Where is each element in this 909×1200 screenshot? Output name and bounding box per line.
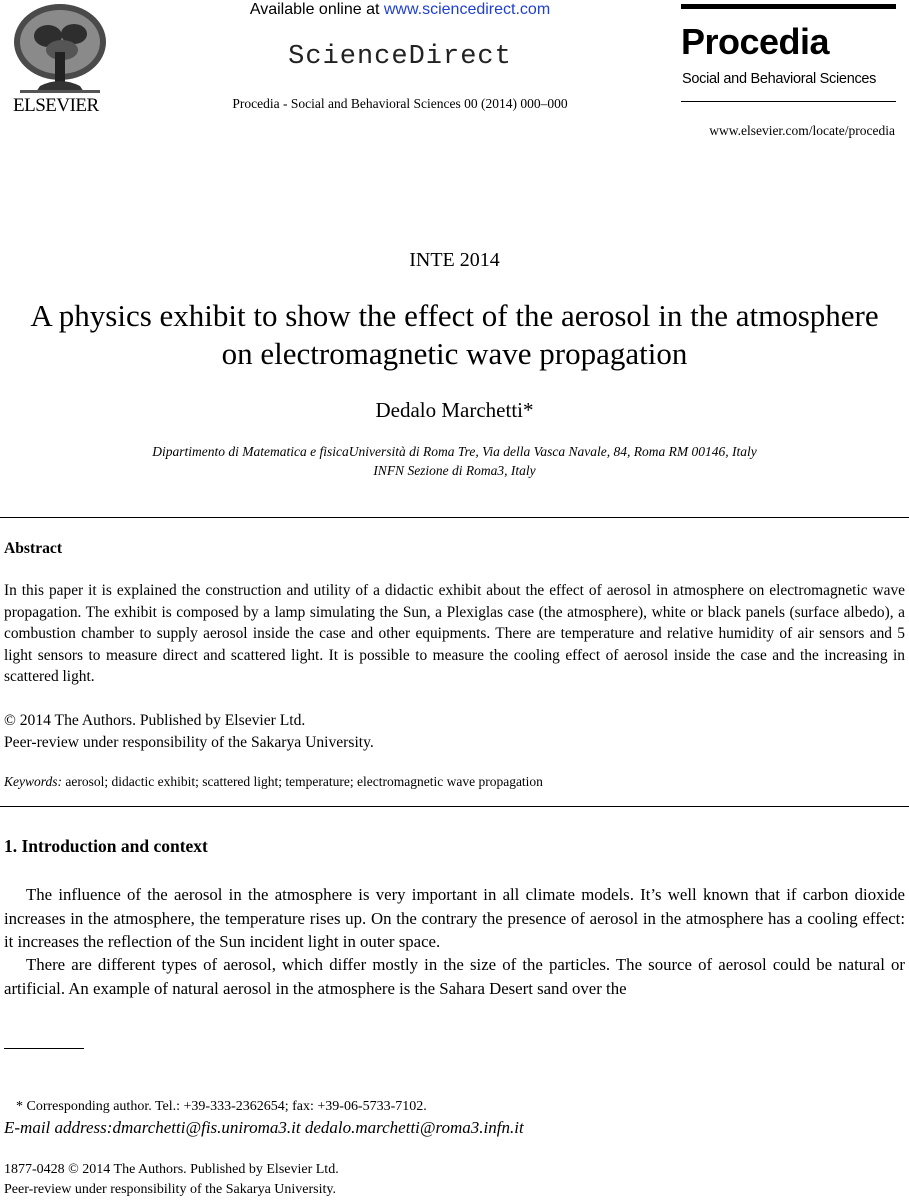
procedia-title: Procedia	[681, 21, 830, 62]
keywords-line	[4, 774, 543, 790]
available-prefix: Available online at	[249, 1, 384, 18]
keywords-list: aerosol; didactic exhibit; scattered light; temperature; electromagnetic wave propagation	[62, 774, 543, 789]
available-online-line	[150, 0, 650, 20]
abstract-peer-review: Peer-review under responsibility of the Sakarya University.	[4, 733, 374, 751]
footer-peer-review: Peer-review under responsibility of the Sakarya University.	[4, 1182, 336, 1197]
section-1-paragraph-2: There are different types of aerosol, which differ mostly in the size of the particles. The source of aerosol could be natural or artificial. An example of natural aerosol in the atmosphere is the Sahara Desert sand over the	[4, 955, 905, 998]
conference-name: INTE 2014	[409, 249, 500, 271]
abstract-heading: Abstract	[4, 540, 63, 557]
abstract-copyright: © 2014 The Authors. Published by Elsevier Ltd.	[4, 712, 306, 729]
email-line	[4, 1118, 524, 1138]
section-1-paragraph-1: The influence of the aerosol in the atmosphere is very important in all climate models. It’s well known that if carbon dioxide increases in the atmosphere, the temperature rises up. On the contrary the presence of aerosol in the atmosphere has a cooling effect: it increases the reflection of the Sun incident light in outer space.	[4, 885, 905, 951]
author-name: Dedalo Marchetti*	[375, 398, 534, 422]
corresponding-author-note: * Corresponding author. Tel.: +39-333-2362654; fax: +39-06-5733-7102.	[16, 1099, 427, 1114]
keywords-label: Keywords:	[4, 774, 62, 789]
sciencedirect-link[interactable]: www.sciencedirect.com	[383, 1, 551, 18]
issn-line: 1877-0428 © 2014 The Authors. Published by Elsevier Ltd.	[4, 1162, 339, 1177]
elsevier-logo	[10, 0, 110, 116]
paper-title-line-2: on electromagnetic wave propagation	[221, 336, 688, 371]
section-1-heading: 1. Introduction and context	[4, 836, 208, 856]
sciencedirect-wordmark: ScienceDirect	[288, 42, 512, 72]
divider-bottom	[0, 806, 909, 807]
divider-top	[0, 517, 909, 518]
procedia-top-bar	[681, 4, 896, 9]
abstract-copyright-block	[4, 710, 374, 753]
elsevier-wordmark: ELSEVIER	[13, 95, 99, 116]
paper-title-line-1: A physics exhibit to show the effect of the aerosol in the atmosphere	[30, 298, 879, 333]
abstract-text: In this paper it is explained the construction and utility of a didactic exhibit about the effect of aerosol in atmosphere on electromagnetic wave propagation. The exhibit is composed by a lamp simulating the Sun, a Plexiglas case (the atmosphere), white or black panels (surface albedo), a combustion chamber to supply aerosol inside the case and other equipments. There are temperature and relative humidity of air sensors and 5 light sensors to measure direct and scattered light. It is possible to measure the cooling effect of aerosol inside the case and the increasing in scattered light.	[4, 582, 905, 685]
journal-citation: Procedia - Social and Behavioral Sciences 00 (2014) 000–000	[232, 96, 568, 111]
procedia-subtitle: Social and Behavioral Sciences	[682, 71, 877, 87]
procedia-rule	[681, 101, 896, 102]
locate-url[interactable]: www.elsevier.com/locate/procedia	[709, 123, 895, 138]
affiliation-1: Dipartimento di Matematica e fisicaUniversità di Roma Tre, Via della Vasca Navale, 84, Roma RM 00146, Italy	[152, 444, 757, 459]
email-addresses[interactable]: dmarchetti@fis.uniroma3.it dedalo.marchetti@roma3.infn.it	[112, 1118, 524, 1137]
email-label: E-mail address:	[4, 1118, 113, 1137]
affiliation-2: INFN Sezione di Roma3, Italy	[373, 463, 536, 478]
paper-title	[0, 297, 909, 373]
footnote-rule	[4, 1048, 84, 1049]
